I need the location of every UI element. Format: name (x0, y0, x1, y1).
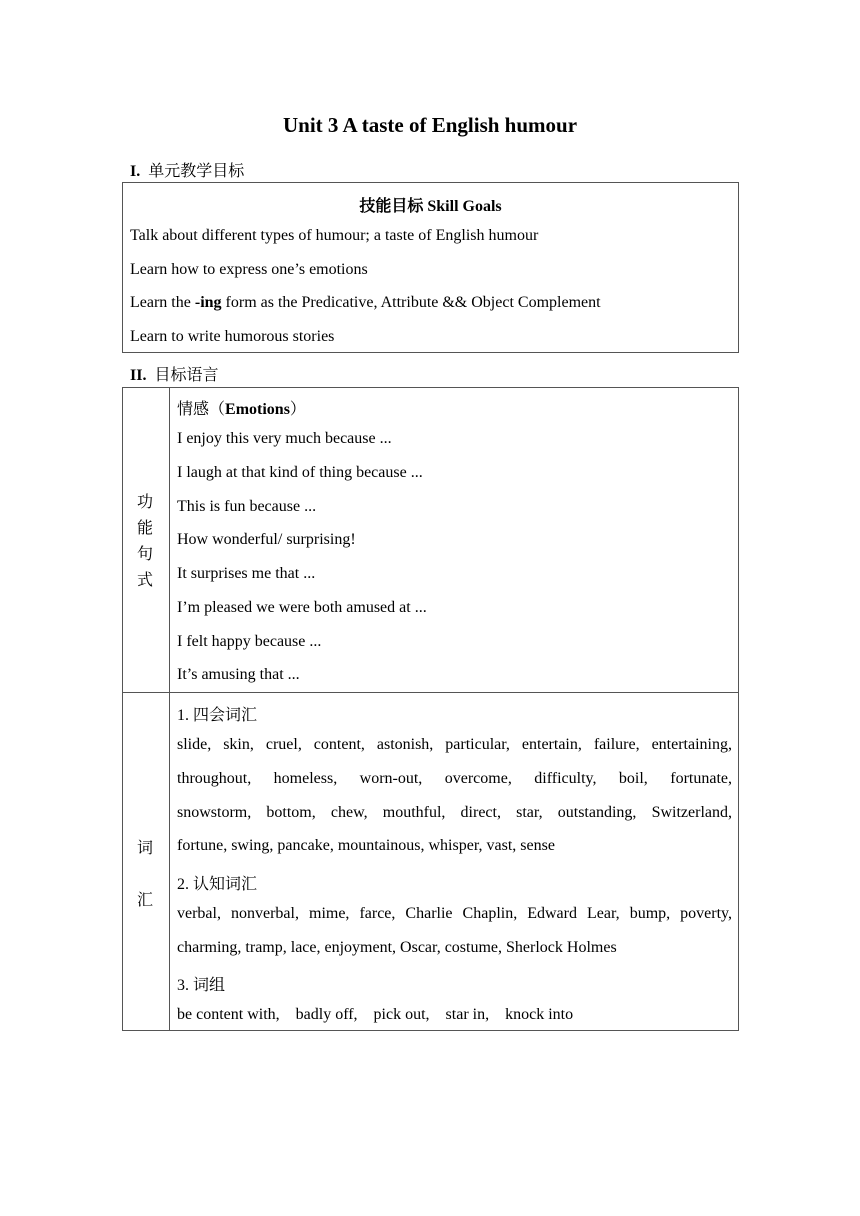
functions-label-char: 能 (136, 520, 153, 537)
function-sentence: I felt happy because ... (177, 633, 322, 650)
vocabulary-table (122, 692, 739, 1031)
functions-table (122, 387, 739, 693)
vocab-line: snowstorm, bottom, chew, mouthful, direct, star, outstanding, Switzerland, (177, 804, 732, 821)
vocab-line: verbal, nonverbal, mime, farce, Charlie Chaplin, Edward Lear, bump, poverty, (177, 905, 732, 922)
function-sentence: I enjoy this very much because ... (177, 430, 392, 447)
vocab-heading-3: 3. 词组 (177, 977, 226, 994)
vocab-heading-1: 1. 四会词汇 (177, 707, 258, 724)
skill-goal-1: Talk about different types of humour; a taste of English humour (130, 227, 539, 244)
section-2-heading (130, 362, 218, 385)
function-sentence: It surprises me that ... (177, 565, 316, 582)
function-sentence: I’m pleased we were both amused at ... (177, 599, 427, 616)
page-title: Unit 3 A taste of English humour (282, 113, 578, 137)
skill-goal-4: Learn to write humorous stories (130, 328, 335, 345)
functions-label-char: 句 (136, 546, 153, 563)
functions-label-char: 式 (136, 572, 153, 589)
functions-label (135, 490, 155, 594)
emotions-heading (177, 396, 306, 419)
vocabulary-divider (169, 693, 170, 1030)
section-1-number: I. (130, 163, 141, 180)
skill-goal-3 (130, 294, 601, 312)
vocab-heading-2: 2. 认知词汇 (177, 876, 258, 893)
skill-goals-header (123, 193, 738, 216)
skill-goals-table (122, 182, 739, 353)
skill-goals-header-en: Skill Goals (427, 198, 502, 215)
vocabulary-label-char: 汇 (136, 892, 153, 909)
section-2-number: II. (130, 367, 147, 384)
section-1-heading (130, 158, 244, 181)
function-sentence: How wonderful/ surprising! (177, 531, 356, 548)
section-2-label: 目标语言 (154, 367, 219, 384)
vocabulary-label (135, 823, 155, 927)
function-sentence: This is fun because ... (177, 498, 317, 515)
section-1-label: 单元教学目标 (148, 163, 245, 180)
emotions-heading-cn: 情感（ (177, 401, 226, 418)
skill-goal-3-post: form as the Predicative, Attribute && Object Complement (221, 294, 601, 311)
vocab-line: throughout, homeless, worn-out, overcome, difficulty, boil, fortunate, (177, 770, 732, 787)
vocabulary-label-char: 词 (136, 840, 153, 857)
emotions-heading-close: ） (289, 401, 306, 418)
vocab-line: charming, tramp, lace, enjoyment, Oscar, costume, Sherlock Holmes (177, 939, 617, 956)
skill-goals-header-cn: 技能目标 (359, 198, 424, 215)
functions-divider (169, 388, 170, 692)
vocab-line: slide, skin, cruel, content, astonish, particular, entertain, failure, entertaining, (177, 736, 732, 753)
phrases-line: be content with, badly off, pick out, star in, knock into (177, 1006, 574, 1023)
function-sentence: It’s amusing that ... (177, 666, 300, 683)
skill-goal-3-pre: Learn the (130, 294, 195, 311)
skill-goal-3-bold: -ing (194, 294, 222, 311)
functions-label-char: 功 (136, 494, 153, 511)
skill-goal-2: Learn how to express one’s emotions (130, 261, 368, 278)
vocab-line: fortune, swing, pancake, mountainous, whisper, vast, sense (177, 837, 555, 854)
function-sentence: I laugh at that kind of thing because ... (177, 464, 423, 481)
emotions-heading-en: Emotions (225, 401, 290, 418)
